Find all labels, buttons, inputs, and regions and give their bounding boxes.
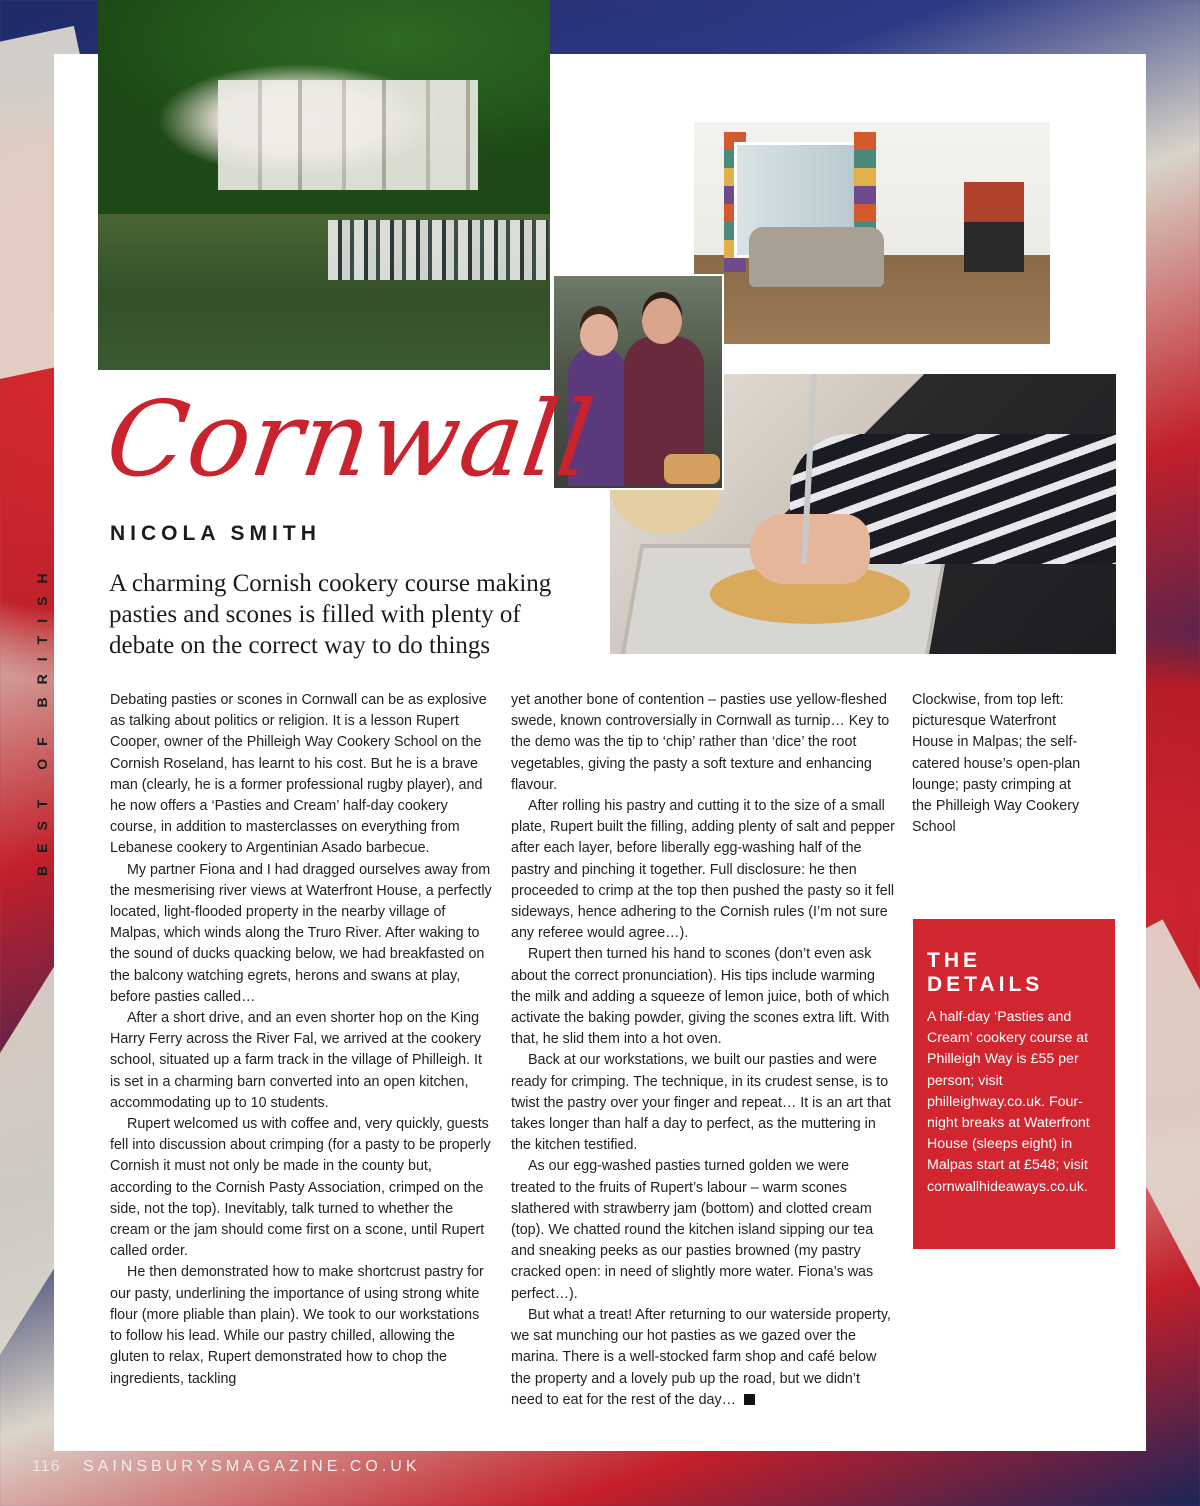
paragraph-text: But what a treat! After returning to our waterside property, we sat munching our hot pasties as we gazed over the marina. There is a well-stocked farm shop and café below the property and a lovely pub up the road, but we didn’t need to eat for the rest of the day…	[511, 1306, 891, 1408]
paragraph: Debating pasties or scones in Cornwall can be as explosive as talking about politics or religion. It is a lesson Rupert Cooper, owner of the Philleigh Way Cookery School on the Cornish Roseland, has learnt to his cost. But he is a brave man (clearly, he is a former professional rugby player), and he now offers a ‘Pasties and Cream’ half-day cookery course, in addition to masterclasses on everything from Lebanese cookery to Argentinian Asado barbecue.	[110, 692, 487, 857]
article-column-2	[511, 690, 895, 1411]
page-footer	[32, 1458, 421, 1476]
paragraph: As our egg-washed pasties turned golden we were treated to the fruits of Rupert’s labour – warm scones slathered with strawberry jam (bottom) and clotted cream (top). We chatted round the kitchen island sipping our tea and sneaking peeks as our pasties browned (my pastry cracked open: in need of slightly more water. Fiona’s was perfect…).	[511, 1158, 874, 1302]
standfirst: A charming Cornish cookery course making pasties and scones is filled with plenty of debate on the correct way to do things	[109, 570, 552, 659]
paragraph: Back at our workstations, we built our pasties and were ready for crimping. The technique, in its crudest sense, is to twist the pastry over your finger and repeat… It is an art that takes longer than half a day to perfect, as the muttering in the kitchen testified.	[511, 1052, 891, 1154]
photo-waterfront-house	[98, 0, 550, 370]
paragraph: yet another bone of contention – pasties use yellow-fleshed swede, known controversially in Cornwall as turnip… Key to the demo was the tip to ‘chip’ rather than ‘dice’ the root vegetables, giving the pasty a soft texture and enhancing flavour.	[511, 692, 890, 793]
paragraph: Rupert welcomed us with coffee and, very quickly, guests fell into discussion about crimping (for a pasty to be properly Cornish it must not only be made in the county but, according to the Cornish Pasty Association, crimped on the side, not the top). Inevitably, talk turned to whether the cream or the jam should come first on a scone, until Rupert called order.	[110, 1116, 491, 1260]
details-box	[913, 919, 1115, 1249]
site-url: SAINSBURYSMAGAZINE.CO.UK	[82, 1458, 421, 1475]
paragraph: My partner Fiona and I had dragged ourselves away from the mesmerising river views at Waterfront House, a perfectly located, light-flooded property in the nearby village of Malpas, which winds along the Truro River. After waking to the sound of ducks quacking below, we had breakfasted on the balcony watching egrets, herons and swans at play, before pasties called…	[110, 861, 492, 1005]
photo-caption: Clockwise, from top left: picturesque Waterfront House in Malpas; the self-catered house’s open-plan lounge; pasty crimping at the Philleigh Way Cookery School	[912, 692, 1081, 836]
details-body: A half-day ‘Pasties and Cream’ cookery course at Philleigh Way is £55 per person; visit philleighway.co.uk. Four-night breaks at Waterfront House (sleeps eight) in Malpas start at £548; visit cornwallhideaways.co.uk.	[927, 1009, 1090, 1195]
paragraph: After rolling his pastry and cutting it to the size of a small plate, Rupert built the filling, adding plenty of salt and pepper after each layer, before liberally egg-washing half of the pastry and pinching it together. Full disclosure: he then proceeded to crimp at the top then pushed the pasty so it fell sideways, hence adhering to the Cornish rules (I’m not sure any referee would agree…).	[511, 798, 895, 942]
byline: NICOLA SMITH	[110, 522, 321, 545]
article-column-1	[110, 690, 494, 1390]
details-title-line2: DETAILS	[927, 973, 1044, 996]
paragraph: He then demonstrated how to make shortcrust pastry for our pasty, underlining the importance of using strong white flour (more pliable than plain). We took to our workstations to follow his lead. While our pastry chilled, allowing the gluten to relax, Rupert demonstrated how to chop the ingredients, tackling	[110, 1264, 484, 1387]
page-number: 116	[32, 1458, 61, 1475]
details-title	[927, 949, 1103, 997]
section-label: BEST OF BRITISH	[34, 560, 50, 876]
paragraph: After a short drive, and an even shorter hop on the King Harry Ferry across the River Fal, we arrived at the cookery school, situated up a farm track in the village of Philleigh. It is set in a charming barn converted into an open kitchen, accommodating up to 10 students.	[110, 1010, 482, 1111]
end-mark-icon	[744, 1394, 755, 1405]
photo-open-plan-lounge	[694, 122, 1050, 344]
details-title-line1: THE	[927, 949, 981, 972]
paragraph: Rupert then turned his hand to scones (don’t even ask about the correct pronunciation). His tips include warming the milk and adding a squeeze of lemon juice, both of which activate the baking powder, giving the scones extra lift. With that, he slid them into a hot oven.	[511, 946, 890, 1048]
headline: Cornwall	[99, 378, 602, 500]
paragraph-last	[511, 1305, 895, 1411]
